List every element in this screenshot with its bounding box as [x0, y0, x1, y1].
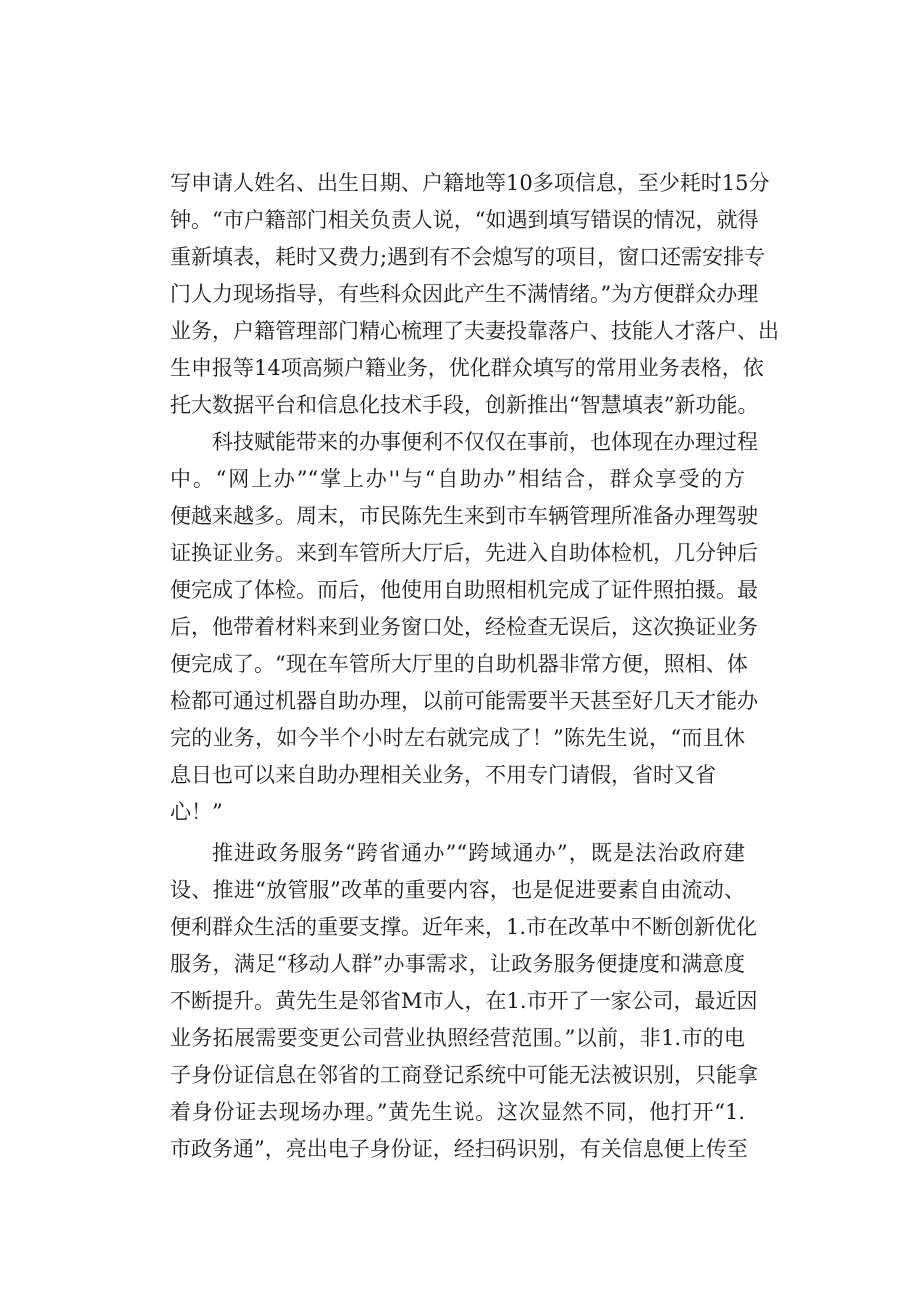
paragraph-2	[170, 424, 758, 831]
text-line: 业务拓展需要变更公司营业执照经营范围。”以前，非1.市的电	[170, 1026, 745, 1050]
text-line: 便越来越多。周末，市民陈先生来到市车辆管理所准备办理驾驶	[170, 504, 758, 528]
text-line: 便完成了体检。而后，他使用自助照相机完成了证件照拍摄。最	[170, 578, 758, 602]
text-line: 完的业务，如今半个小时左右就完成了！”陈先生说，“而且休	[170, 726, 745, 750]
text-line: 中。“网上办”“掌上办''与“自助办”相结合，群众享受的方	[170, 467, 745, 491]
text-line: 业务，户籍管理部门精心梳理了夫妻投靠落户、技能人才落户、出	[170, 319, 779, 343]
text-line: 生申报等14项高频户籍业务，优化群众填写的常用业务表格，依	[170, 356, 764, 380]
text-line: 服务，满足“移动人群”办事需求，让政务服务便捷度和满意度	[170, 952, 745, 976]
paragraph-1	[170, 165, 779, 424]
text-line: 后，他带着材料来到业务窗口处，经检查无误后，这次换证业务	[170, 615, 758, 639]
text-line: 推进政务服务“跨省通办”“跨域通办”，既是法治政府建	[212, 841, 745, 865]
text-line: 门人力现场指导，有些科众因此产生不满情绪。”为方便群众办理	[170, 282, 759, 306]
text-line: 着身份证去现场办理。”黄先生说。这次显然不同，他打开“1.	[170, 1100, 745, 1124]
text-line: 市政务通”，亮出电子身份证，经扫码识别，有关信息便上传至	[170, 1137, 748, 1161]
text-line: 设、推进“放管服”改革的重要内容，也是促进要素自由流动、	[170, 878, 745, 902]
text-line: 息日也可以来自助办理相关业务，不用专门请假，省时又省	[170, 763, 716, 787]
text-line: 便完成了。“现在车管所大厅里的自助机器非常方便，照相、体	[170, 652, 748, 676]
text-line: 托大数据平台和信息化技术手段，创新推出“智慧填表”新功能。	[170, 393, 759, 417]
text-line: 不断提升。黄先生是邻省M市人，在1.市开了一家公司，最近因	[170, 989, 758, 1013]
paragraph-3	[170, 835, 758, 1168]
text-line: 子身份证信息在邻省的工商登记系统中可能无法被识别，只能拿	[170, 1063, 758, 1087]
text-line: 检都可通过机器自助办理，以前可能需要半天甚至好几天才能办	[170, 689, 758, 713]
text-line: 科技赋能带来的办事便利不仅仅在事前，也体现在办理过程	[212, 430, 758, 454]
text-line: 重新填表，耗时又费力;遇到有不会熄写的项目，窗口还需安排专	[170, 245, 766, 269]
article-body	[170, 165, 779, 1168]
text-line: 证换证业务。来到车管所大厅后，先进入自助体检机，几分钟后	[170, 541, 758, 565]
text-line: 心！”	[170, 800, 223, 824]
text-line: 便利群众生活的重要支撑。近年来，1.市在改革中不断创新优化	[170, 915, 758, 939]
text-line: 写申请人姓名、出生日期、户籍地等10多项信息，至少耗时15分	[170, 171, 770, 195]
text-line: 钟。“市户籍部门相关负责人说，“如遇到填写错误的情况，就得	[170, 208, 759, 232]
